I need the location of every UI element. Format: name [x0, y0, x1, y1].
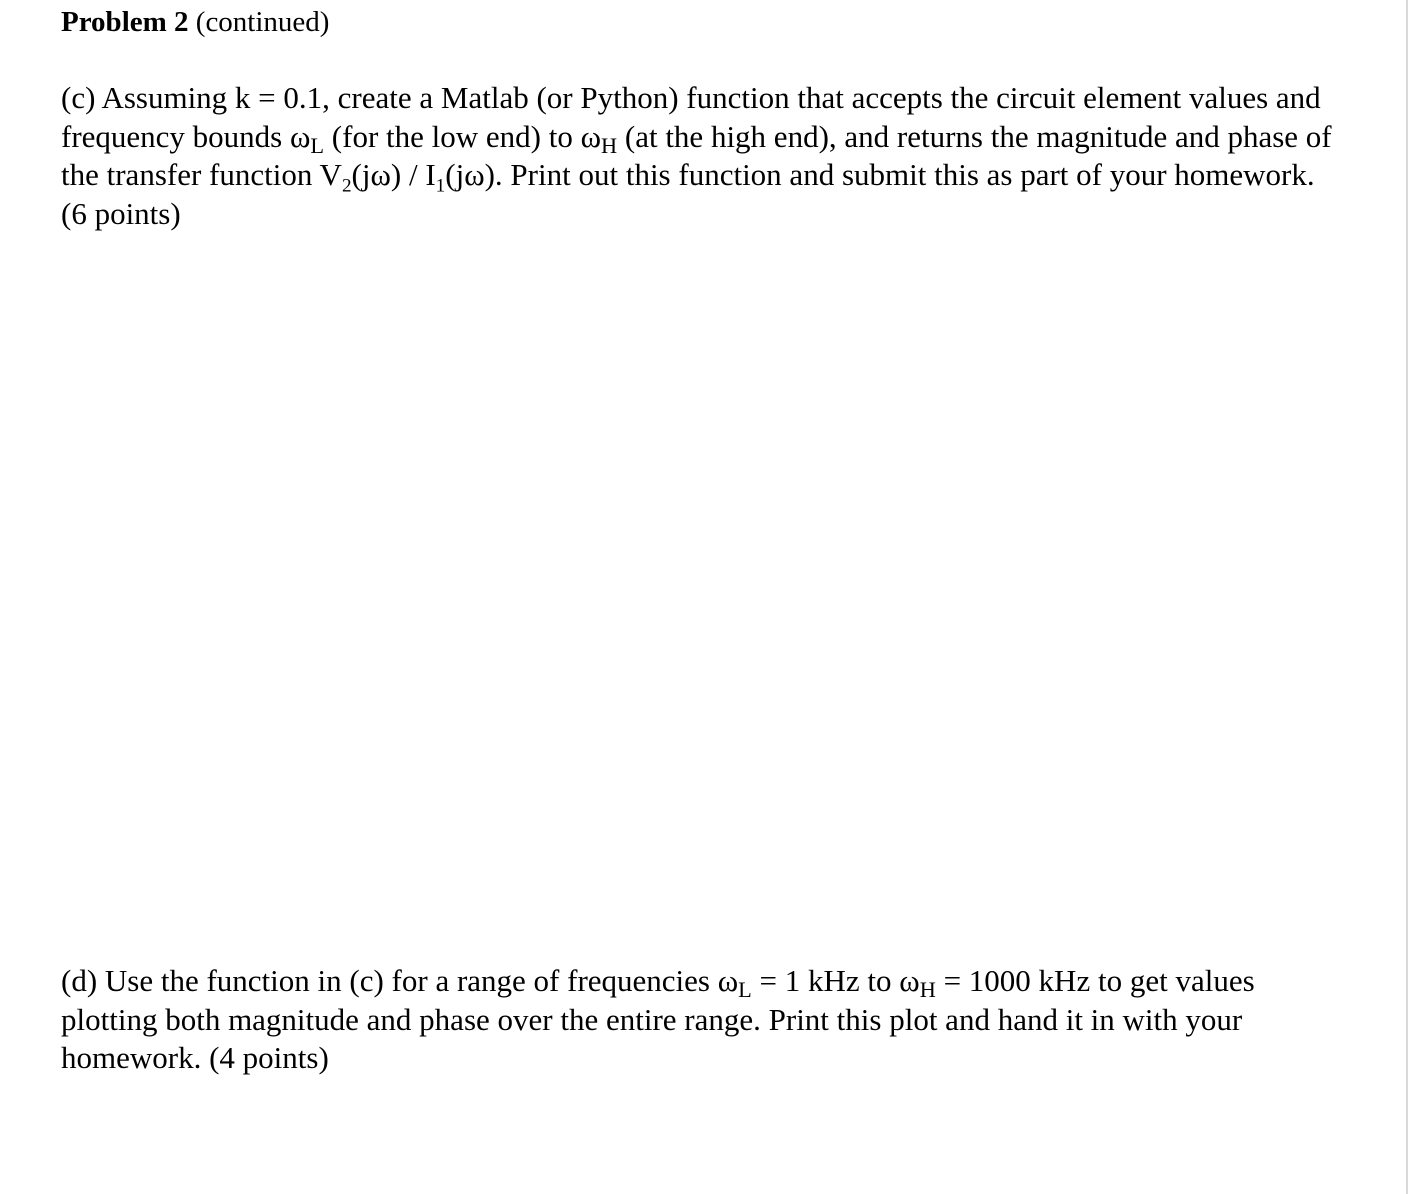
part-c-paragraph — [61, 79, 1391, 233]
part-d-paragraph — [61, 962, 1391, 1078]
part-d-line-3: homework. (4 points) — [61, 1040, 329, 1075]
part-c-line-1: (c) Assuming k = 0.1, create a Matlab (or Python) function that accepts the circuit element values and — [61, 80, 1321, 115]
text-segment: the transfer function V — [61, 157, 342, 192]
part-c-points: (6 points) — [61, 195, 181, 231]
current-subscript: 1 — [435, 175, 446, 197]
part-d-line-1 — [61, 962, 1391, 1001]
text-segment: (at the high end), and returns the magnitude and phase of — [617, 118, 1332, 154]
continued-label: (continued) — [195, 6, 330, 38]
part-d-line-2: plotting both magnitude and phase over the entire range. Print this plot and hand it in with your — [61, 1001, 1243, 1037]
text-segment: (for the low end) to ω — [324, 118, 601, 154]
text-segment: (d) Use the function in (c) for a range of frequencies ω — [61, 963, 739, 998]
omega-subscript-h: H — [601, 132, 618, 158]
text-segment: (jω) / I — [351, 157, 436, 192]
omega-subscript-h: H — [919, 977, 936, 1003]
text-segment: = 1000 kHz to get values — [935, 963, 1255, 998]
omega-subscript-l: L — [738, 977, 752, 1003]
text-segment: = 1 kHz to ω — [751, 963, 920, 998]
omega-subscript-l: L — [310, 132, 325, 158]
part-c-line-3 — [61, 156, 1391, 195]
voltage-subscript: 2 — [341, 175, 352, 197]
problem-label: Problem 2 — [61, 6, 189, 38]
part-c-line-2 — [61, 118, 1391, 157]
text-segment: (jω). Print out this function and submit this as part of your homework. — [445, 157, 1315, 192]
text-segment: frequency bounds ω — [61, 118, 311, 154]
problem-heading — [61, 4, 329, 40]
